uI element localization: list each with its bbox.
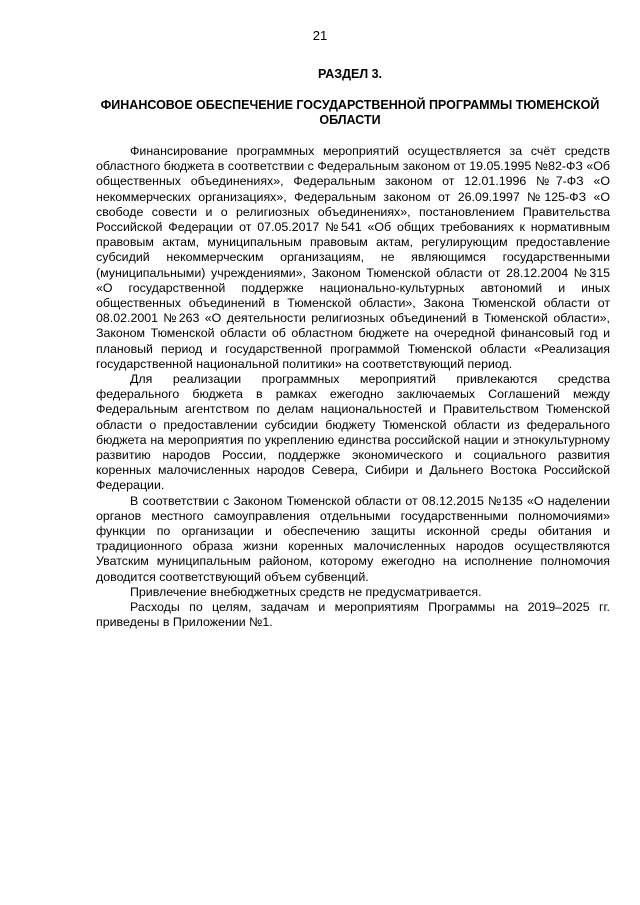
body-text	[96, 144, 610, 631]
section-title: ФИНАНСОВОЕ ОБЕСПЕЧЕНИЕ ГОСУДАРСТВЕННОЙ ПРОГРАММЫ ТЮМЕНСКОЙ ОБЛАСТИ	[100, 98, 600, 127]
page-number: 21	[312, 28, 328, 43]
paragraph-expenses-reference: Расходы по целям, задачам и мероприятиям Программы на 2019–2025 гг. приведены в Приложении №1.	[96, 600, 610, 630]
paragraph-federal-budget: Для реализации программных мероприятий привлекаются средства федерального бюджета в рамках ежегодно заключаемых Соглашений между Федеральным агентством по делам национальностей и Правительством Тюменской области о предоставлении субсидии бюджету Тюменской области из федерального бюджета на мероприятия по укреплению единства российской нации и этнокультурному развитию народов России, поддержке экономического и социального развития коренных малочисленных народов Севера, Сибири и Дальнего Востока Российской Федерации.	[96, 372, 610, 493]
section-heading: РАЗДЕЛ 3.	[317, 67, 382, 81]
paragraph-financing-sources: Финансирование программных мероприятий осуществляется за счёт средств областного бюджета в соответствии с Федеральным законом от 19.05.1995 №82-ФЗ «Об общественных объединениях», Федеральным законом от 12.01.1996 №7-ФЗ «О некоммерческих организациях», Федеральным законом от 26.09.1997 №125-ФЗ «О свободе совести и о религиозных объединениях», постановлением Правительства Российской Федерации от 07.05.2017 №541 «Об общих требованиях к нормативным правовым актам, муниципальным правовым актам, регулирующим предоставление субсидий некоммерческим организациям, не являющимся государственными (муниципальными) учреждениями», Законом Тюменской области от 28.12.2004 №315 «О государственной поддержке национально-культурных автономий и иных общественных объединений в Тюменской области», Закона Тюменской области от 08.02.2001 №263 «О деятельности религиозных объединений в Тюменской области», Законом Тюменской области об областном бюджете на очередной финансовый год и плановый период и государственной программой Тюменской области «Реализация государственной национальной политики» на соответствующий период.	[96, 144, 610, 371]
paragraph-extrabudgetary-funds: Привлечение внебюджетных средств не предусматривается.	[130, 584, 482, 599]
paragraph-delegated-powers: В соответствии с Законом Тюменской области от 08.12.2015 №135 «О наделении органов местного самоуправления отдельными государственными полномочиями» функции по организации и обеспечению защиты исконной среды обитания и традиционного образа жизни коренных малочисленных народов осуществляются Уватским муниципальным районом, которому ежегодно на исполнение полномочия доводится соответствующий объем субвенций.	[96, 493, 610, 584]
